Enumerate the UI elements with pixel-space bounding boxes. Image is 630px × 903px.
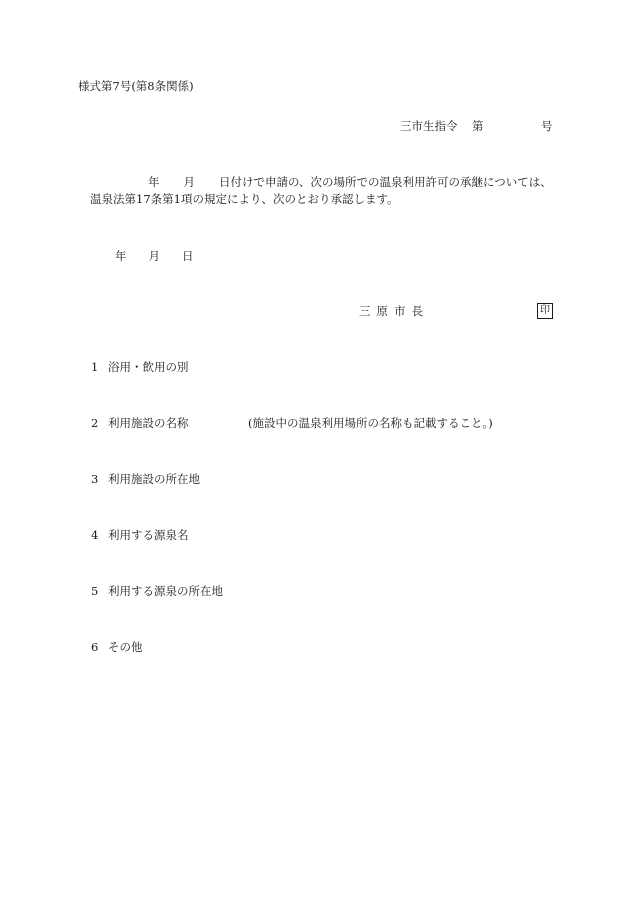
body-text-line-2: 温泉法第17条第1項の規定により、次のとおり承認します。 (90, 192, 399, 206)
issue-date-year: 年 (115, 249, 127, 263)
list-item (91, 474, 200, 486)
form-number: 様式第7号(第8条関係) (78, 79, 194, 93)
item-note: (施設中の温泉利用場所の名称も記載すること。) (248, 416, 493, 430)
issue-date (115, 251, 194, 263)
seal-stamp-box: 印 (537, 303, 553, 319)
list-item (91, 530, 189, 542)
issue-date-month: 月 (148, 249, 160, 263)
item-label: その他 (108, 640, 143, 654)
item-label: 利用する源泉の所在地 (108, 584, 223, 598)
item-number: 1 (91, 360, 99, 374)
item-label: 利用施設の所在地 (108, 472, 200, 486)
item-number: 6 (91, 640, 99, 654)
list-item (91, 418, 189, 430)
item-number: 2 (91, 416, 99, 430)
document-number-prefix: 三市生指令 (400, 119, 458, 133)
mayor-title: 三原市長 (359, 304, 429, 318)
item-number: 3 (91, 472, 99, 486)
item-number: 4 (91, 528, 99, 542)
item-label: 利用施設の名称 (108, 416, 189, 430)
body-text-line-1 (90, 177, 552, 189)
list-item (91, 586, 223, 598)
list-item (91, 362, 189, 374)
document-number-dai: 第 (472, 119, 484, 133)
item-label: 浴用・飲用の別 (108, 360, 189, 374)
body-text-rest: 日付けで申請の、次の場所での温泉利用許可の承継については、 (219, 175, 552, 189)
list-item (91, 642, 143, 654)
item-number: 5 (91, 584, 99, 598)
item-label: 利用する源泉名 (108, 528, 189, 542)
application-month-label: 月 (183, 175, 195, 189)
application-year-label: 年 (148, 175, 160, 189)
document-number-go: 号 (541, 119, 553, 133)
issue-date-day: 日 (182, 249, 194, 263)
